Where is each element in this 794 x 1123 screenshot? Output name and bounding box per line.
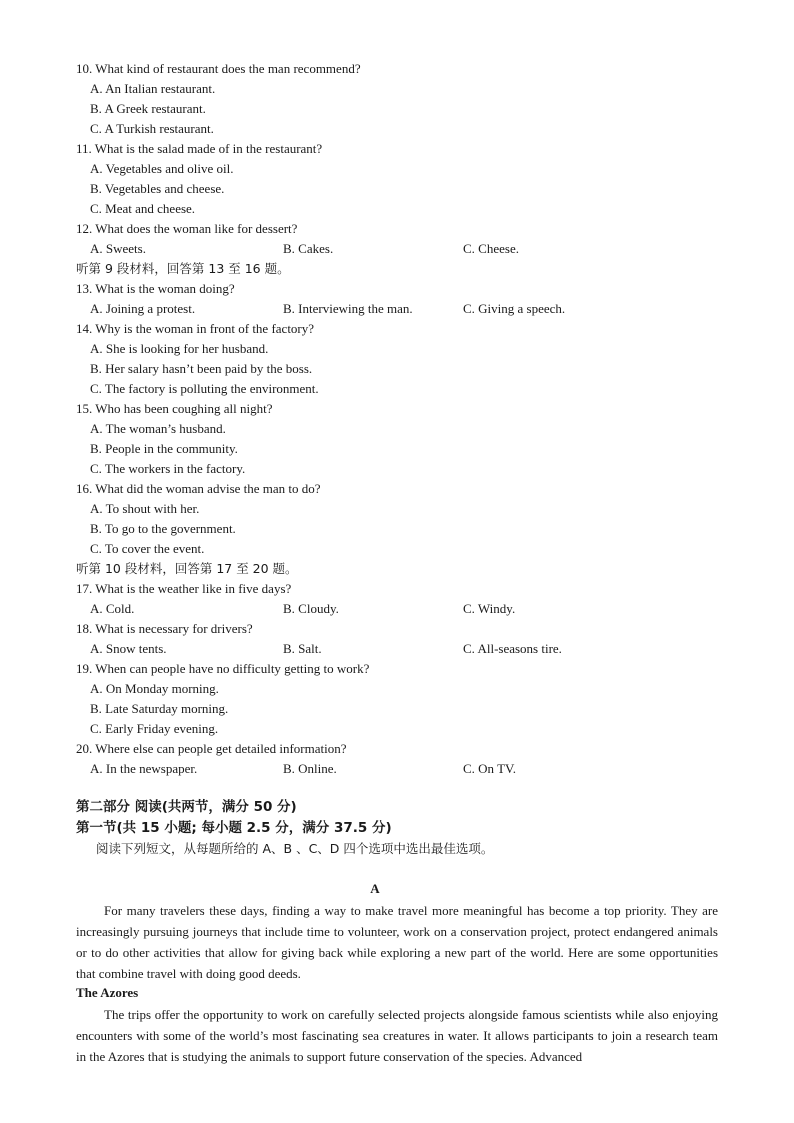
- option-18c: C. All-seasons tire.: [463, 641, 562, 656]
- option-17b: B. Cloudy.: [283, 601, 339, 616]
- passage-intro: For many travelers these days, finding a way to make travel more meaningful has become a top priority. They are increasingly pursuing journeys that include time to volunteer, work on a conservation project, protect endangered animals or to do other activities that allow for giving back while exploring a new part of the world. Here are some opportunities that combine travel with doing good deeds.: [76, 903, 718, 981]
- option-13c: C. Giving a speech.: [463, 301, 566, 316]
- option-19a: A. On Monday morning.: [90, 681, 219, 696]
- option-11c: C. Meat and cheese.: [90, 201, 196, 216]
- option-11b: B. Vegetables and cheese.: [90, 181, 225, 196]
- option-20c: C. On TV.: [463, 761, 516, 776]
- option-14c: C. The factory is polluting the environment.: [90, 381, 319, 396]
- section-9-instruction: 听第 9 段材料，回答第 13 至 16 题。: [76, 261, 290, 276]
- question-11: 11. What is the salad made of in the restaurant?: [76, 141, 323, 156]
- option-10b: B. A Greek restaurant.: [90, 101, 206, 116]
- subsection-text: The trips offer the opportunity to work on carefully selected projects alongside famous scientists while also enjoying encounters with some of the world’s most fascinating sea creatures in water. It allows participants to join a research team in the Azores that is studying the animals to support future conservation of the species. Advanced: [76, 1007, 718, 1064]
- question-10: 10. What kind of restaurant does the man recommend?: [76, 61, 361, 76]
- question-13: 13. What is the woman doing?: [76, 281, 235, 296]
- option-16b: B. To go to the government.: [90, 521, 236, 536]
- section-1-title: 第一节(共 15 小题; 每小题 2.5 分，满分 37.5 分): [76, 820, 392, 836]
- option-15c: C. The workers in the factory.: [90, 461, 246, 476]
- option-19c: C. Early Friday evening.: [90, 721, 219, 736]
- option-10a: A. An Italian restaurant.: [90, 81, 216, 96]
- option-12a: A. Sweets.: [90, 241, 146, 256]
- option-15b: B. People in the community.: [90, 441, 238, 456]
- option-18a: A. Snow tents.: [90, 641, 167, 656]
- question-12: 12. What does the woman like for dessert?: [76, 221, 298, 236]
- subsection-title: The Azores: [76, 985, 139, 1000]
- option-14a: A. She is looking for her husband.: [90, 341, 269, 356]
- option-16a: A. To shout with her.: [90, 501, 200, 516]
- option-19b: B. Late Saturday morning.: [90, 701, 229, 716]
- option-15a: A. The woman’s husband.: [90, 421, 226, 436]
- reading-instruction: 阅读下列短文，从每题所给的 A、B 、C、D 四个选项中选出最佳选项。: [96, 841, 494, 856]
- section-10-instruction: 听第 10 段材料，回答第 17 至 20 题。: [76, 561, 298, 576]
- option-20b: B. Online.: [283, 761, 337, 776]
- option-11a: A. Vegetables and olive oil.: [90, 161, 234, 176]
- question-18: 18. What is necessary for drivers?: [76, 621, 253, 636]
- question-14: 14. Why is the woman in front of the factory?: [76, 321, 315, 336]
- option-17a: A. Cold.: [90, 601, 135, 616]
- option-12b: B. Cakes.: [283, 241, 334, 256]
- option-14b: B. Her salary hasn’t been paid by the boss.: [90, 361, 313, 376]
- passage-label: A: [370, 881, 380, 896]
- option-20a: A. In the newspaper.: [90, 761, 198, 776]
- option-12c: C. Cheese.: [463, 241, 519, 256]
- question-15: 15. Who has been coughing all night?: [76, 401, 273, 416]
- question-20: 20. Where else can people get detailed information?: [76, 741, 347, 756]
- option-17c: C. Windy.: [463, 601, 516, 616]
- option-18b: B. Salt.: [283, 641, 322, 656]
- option-13a: A. Joining a protest.: [90, 301, 196, 316]
- question-19: 19. When can people have no difficulty getting to work?: [76, 661, 370, 676]
- option-13b: B. Interviewing the man.: [283, 301, 413, 316]
- option-10c: C. A Turkish restaurant.: [90, 121, 214, 136]
- part-2-title: 第二部分 阅读(共两节，满分 50 分): [76, 799, 297, 815]
- option-16c: C. To cover the event.: [90, 541, 205, 556]
- question-16: 16. What did the woman advise the man to do?: [76, 481, 321, 496]
- question-17: 17. What is the weather like in five days?: [76, 581, 292, 596]
